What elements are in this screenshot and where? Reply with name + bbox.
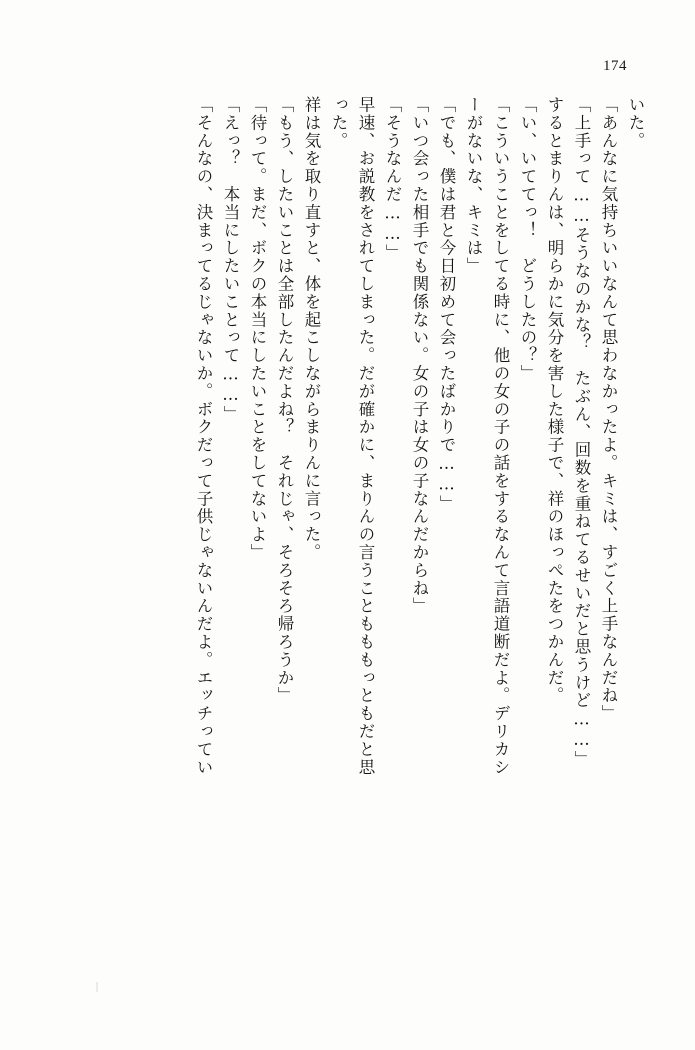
- text-column: 「い、いててっ！ どうしたの？」: [518, 96, 537, 383]
- text-column: 「そうなんだ……」: [383, 96, 402, 263]
- text-column: するとまりんは、明らかに気分を害した様子で、祥のほっぺたをつかんだ。: [545, 96, 564, 705]
- text-column: 「上手って……そうなのかな？ たぶん、回数を重ねてるせいだと思うけど……」: [572, 96, 591, 769]
- text-column: 「あんなに気持ちいいなんて思わなかったよ。キミは、すごく上手なんだね」: [599, 96, 618, 723]
- text-column: った。: [329, 96, 348, 150]
- text-column: 「こういうことをしてる時に、他の女の子の話をするなんて言語道断だよ。デリカシ: [491, 96, 510, 777]
- text-column: 「もう、したいことは全部したんだよね？ それじゃ、そろそろ帰ろうか」: [275, 96, 294, 705]
- vertical-text-body: [58, 96, 643, 976]
- text-column: ーがないな、キミは」: [464, 96, 483, 275]
- text-column: 早速、お説教をされてしまった。だが確かに、まりんの言うこともももっともだと思: [356, 96, 375, 777]
- text-column: 「えっ？ 本当にしたいことって……」: [221, 96, 240, 424]
- page-number: 174: [603, 58, 627, 74]
- page-artifact: [96, 982, 156, 992]
- text-column: 「そんなの、決まってるじゃないか。ボクだって子供じゃないんだよ。エッチってい: [194, 96, 213, 777]
- text-column: 「いつ会った相手でも関係ない。女の子は女の子なんだからね」: [410, 96, 429, 616]
- text-column: 「待って。まだ、ボクの本当にしたいことをしてないよ」: [248, 96, 267, 562]
- text-column: いた。: [626, 96, 645, 150]
- text-column: 祥は気を取り直すと、体を起こしながらまりんに言った。: [302, 96, 321, 562]
- text-column: 「でも、僕は君と今日初めて会ったばかりで……」: [437, 96, 456, 513]
